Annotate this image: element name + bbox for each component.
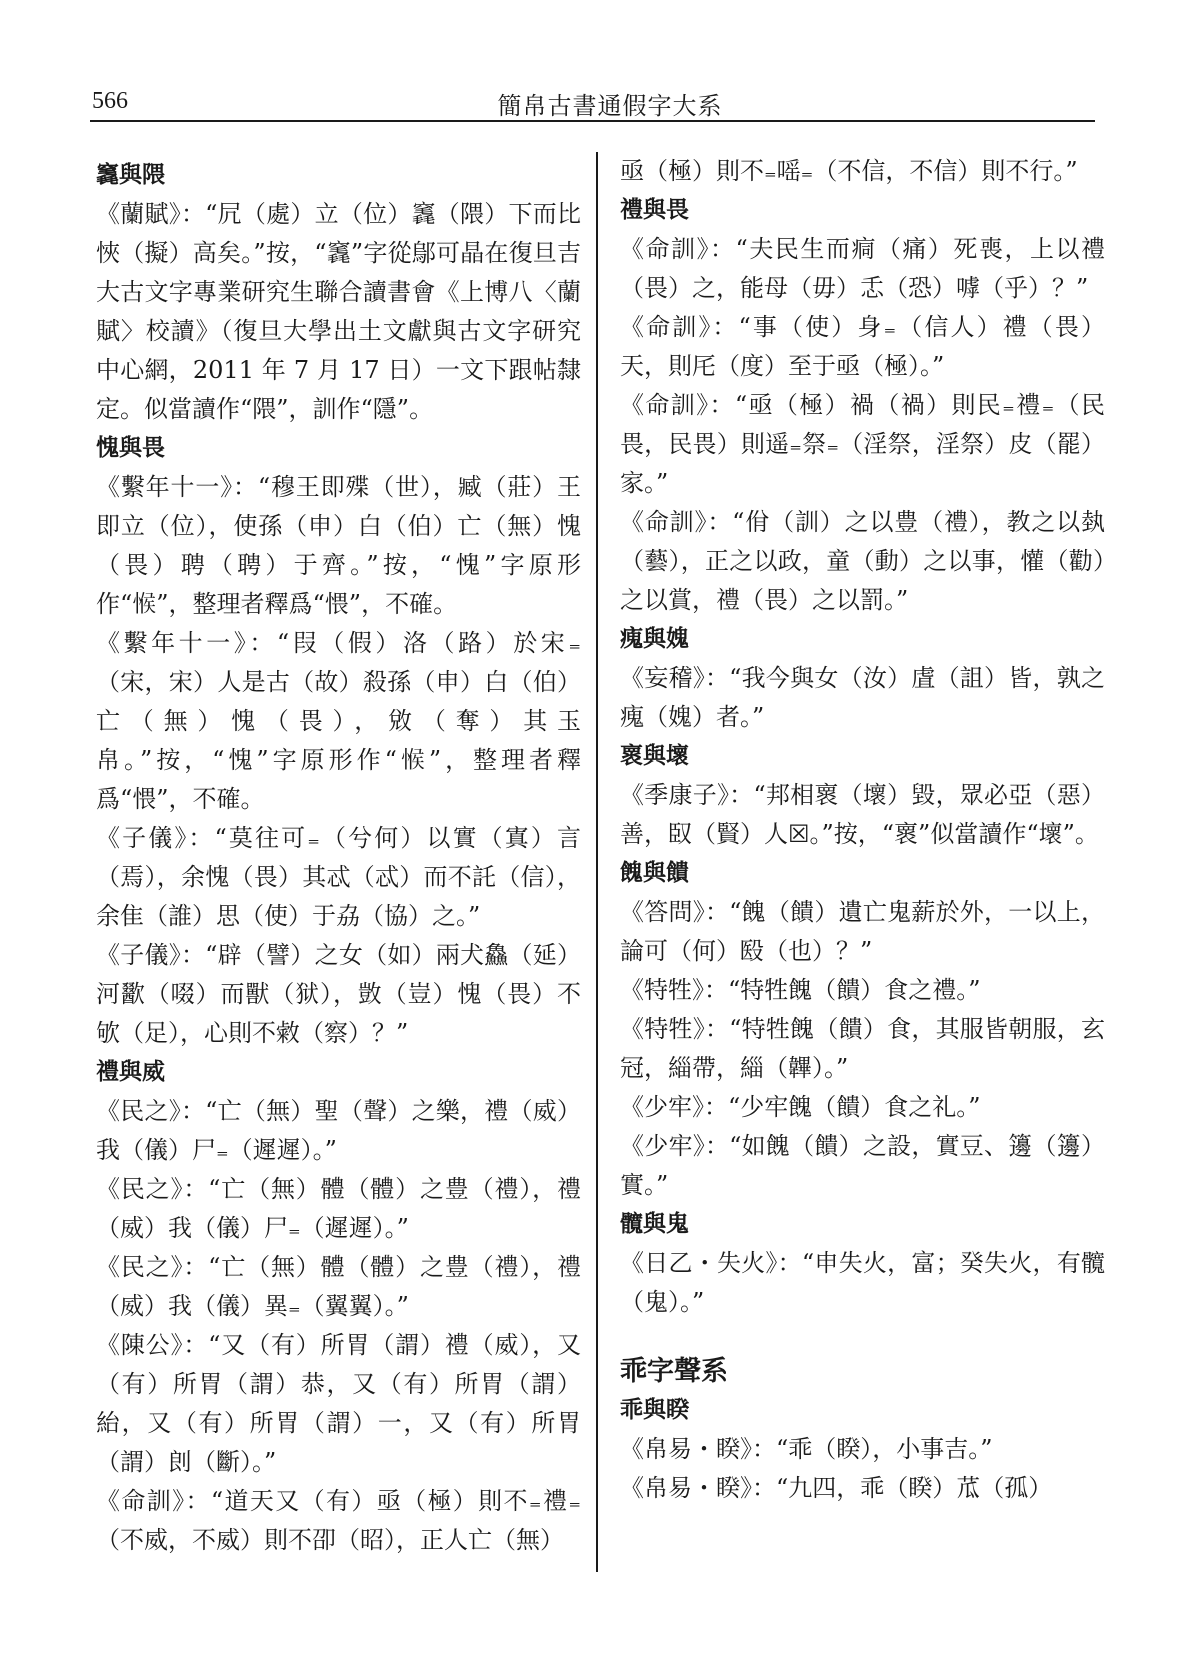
entry-heading: 乖與睽 bbox=[620, 1397, 689, 1423]
citation-paragraph: 《陳公》：“又（有）所胃（謂）禮（威），又（有）所胃（謂）恭，又（有）所胃（謂）紿，又（有）所胃（謂）一，又（有）所胃（謂）剆（斷）。” bbox=[96, 1331, 581, 1476]
citation-paragraph: 亟（極）則不₌嗂₌（不信，不信）則不行。” bbox=[620, 157, 1078, 185]
entry-heading: 褱與壞 bbox=[620, 743, 689, 769]
citation-paragraph: 《帛易・睽》：“乖（睽），小事吉。” bbox=[620, 1435, 993, 1463]
entry-heading: 瘣與媿 bbox=[620, 626, 689, 652]
entry-heading: 餽與饋 bbox=[620, 860, 689, 886]
citation-paragraph: 《子儀》：“辟（譬）之女（如）兩犬鱻（延）河歠（啜）而獸（狱），敳（豈）愧（畏）不欨（足），心則不敹（察）？” bbox=[96, 941, 581, 1047]
citation-paragraph: 《命訓》：“佾（訓）之以豊（禮），教之以埶（藝），正之以政，童（動）之以事，懽（勸）之以賞，禮（畏）之以罰。” bbox=[620, 508, 1105, 614]
citation-paragraph: 《民之》：“亡（無）體（體）之豊（禮），禮（威）我（儀）尸₌（遲遲）。” bbox=[96, 1175, 581, 1242]
column-divider bbox=[596, 152, 598, 1572]
citation-paragraph: 《子儀》：“莫往可₌（兮何）以實（寘）言（焉），余愧（畏）其忒（忒）而不託（信），余隹（誰）思（使）于劦（協）之。” bbox=[96, 824, 581, 930]
citation-paragraph: 《妄稽》：“我今與女（汝）虘（詛）皆，孰之瘣（媿）者。” bbox=[620, 664, 1105, 731]
citation-paragraph: 《命訓》：“夫民生而痌（痛）死喪，上以禮（畏）之，能母（毋）忎（恐）嘑（乎）？” bbox=[620, 235, 1105, 302]
right-column bbox=[620, 152, 1105, 1508]
entry-heading: 愧與畏 bbox=[96, 435, 165, 461]
citation-paragraph: 《少牢》：“少牢餽（饋）食之礼。” bbox=[620, 1093, 981, 1121]
citation-paragraph: 《命訓》：“道天又（有）亟（極）則不₌禮₌（不威，不威）則不卲（昭），正人亡（無） bbox=[96, 1487, 581, 1554]
citation-paragraph: 《民之》：“亡（無）聖（聲）之樂，禮（威）我（儀）尸₌（遲遲）。” bbox=[96, 1097, 581, 1164]
citation-paragraph: 《繫年十一》：“叚（假）洛（路）於宋₌（宋，宋）人是古（故）殺孫（申）白（伯）亡（無）愧（畏），敓（奪）其玉帛。”按，“愧”字原形作“𢜵”，整理者釋爲“愄”，不確。 bbox=[96, 629, 581, 813]
citation-paragraph: 《答問》：“餽（饋）遺亡鬼薪於外，一以上，論可（何）殹（也）？” bbox=[620, 898, 1105, 965]
section-heading: 乖字聲系 bbox=[620, 1356, 728, 1387]
entry-heading: 禮與畏 bbox=[620, 197, 689, 223]
citation-paragraph: 《日乙・失火》：“申失火，富；癸失火，有髖（鬼）。” bbox=[620, 1249, 1105, 1316]
citation-paragraph: 《蘭賦》：“凥（處）立（位）竁（隈）下而比悏（擬）高矣。”按，“竁”字從鄔可晶在復旦吉大古文字專業研究生聯合讀書會《上博八〈蘭賦〉校讀》（復旦大學出土文獻與古文字研究中心網，2011 年 7 月 17 日）一文下跟帖隸定。似當讀作“隈”，訓作“隱”。 bbox=[96, 200, 581, 423]
running-head: 簡帛古書通假字大系 bbox=[497, 92, 723, 120]
page-number: 566 bbox=[92, 88, 128, 114]
citation-paragraph: 《特牲》：“特牲餽（饋）食，其服皆朝服，玄冠，緇帶，緇（韠）。” bbox=[620, 1015, 1105, 1082]
entry-heading: 禮與威 bbox=[96, 1059, 165, 1085]
citation-paragraph: 《帛易・睽》：“九四，乖（睽）苽（孤） bbox=[620, 1474, 1053, 1502]
citation-paragraph: 《命訓》：“亟（極）禍（禍）則民₌禮₌（民畏，民畏）則遥₌祭₌（淫祭，淫祭）皮（罷）家。” bbox=[620, 391, 1105, 497]
citation-paragraph: 《少牢》：“如餽（饋）之設，實豆、籩（籩）實。” bbox=[620, 1132, 1105, 1199]
citation-paragraph: 《民之》：“亡（無）體（體）之豊（禮），禮（威）我（儀）異₌（翼翼）。” bbox=[96, 1253, 581, 1320]
header-rule bbox=[90, 120, 1095, 122]
left-column bbox=[96, 156, 581, 1560]
entry-heading: 髖與鬼 bbox=[620, 1211, 689, 1237]
citation-paragraph: 《命訓》：“事（使）身₌（信人）禮（畏）天，則厇（度）至于亟（極）。” bbox=[620, 313, 1105, 380]
citation-paragraph: 《季康子》：“邦相褱（壞）毀，眾必亞（惡）善，臤（賢）人☒。”按，“褱”似當讀作“壞”。 bbox=[620, 781, 1105, 848]
entry-heading: 竁與隈 bbox=[96, 162, 165, 188]
citation-paragraph: 《繫年十一》：“穆王即殜（世），臧（莊）王即立（位），使孫（申）白（伯）亡（無）愧（畏）聘（聘）于齊。”按，“愧”字原形作“𢜵”，整理者釋爲“愄”，不確。 bbox=[96, 473, 581, 618]
citation-paragraph: 《特牲》：“特牲餽（饋）食之禮。” bbox=[620, 976, 981, 1004]
